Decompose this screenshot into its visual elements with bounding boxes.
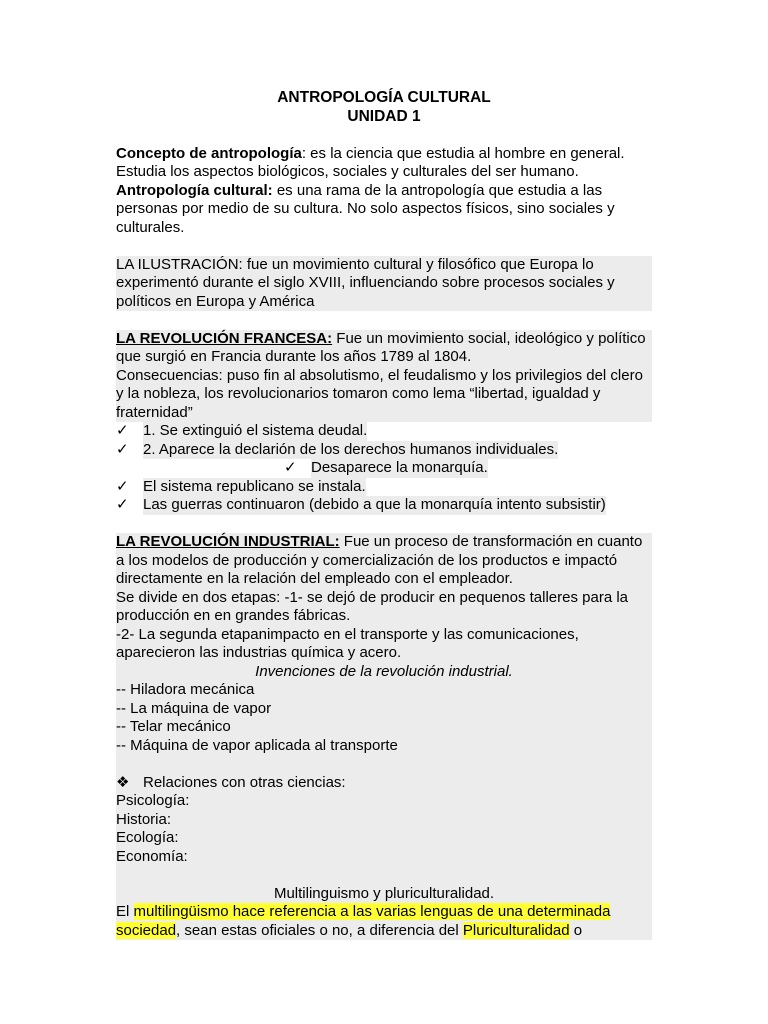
check-item-text: Desaparece la monarquía. [311,459,488,476]
multi-title: Multilinguismo y pluriculturalidad. [116,885,652,904]
invention-item: -- Hiladora mecánica [116,681,652,700]
francesa-heading: LA REVOLUCIÓN FRANCESA: [116,329,333,347]
relaciones-heading-row [116,774,652,793]
multi-highlight-2: Pluriculturalidad [462,921,570,939]
relaciones-item: Historia: [116,811,652,830]
francesa-paragraph [116,330,652,367]
relaciones-heading: Relaciones con otras ciencias: [143,773,346,791]
cultural-text: es una rama de la antropología que estudia a las personas por medio de su cultura. No solo aspectos físicos, sino sociales y culturales. [116,181,615,236]
multi-text: El [116,903,134,920]
inventions-title: Invenciones de la revolución industrial. [116,663,652,682]
checkmark-icon: ✓ [116,496,129,513]
industrial-paragraph [116,533,652,589]
document-title: ANTROPOLOGÍA CULTURAL [277,89,491,106]
invention-item: -- La máquina de vapor [116,700,652,719]
francesa-text: Fue un movimiento social, ideológico y político que surgió en Francia durante los años 1789 al 1804. [116,329,646,365]
concepto-text: : es la ciencia que estudia al hombre en general. Estudia los aspectos biológicos, sociales y culturales del ser humano. [116,144,625,180]
industrial-heading: LA REVOLUCIÓN INDUSTRIAL: [116,533,340,550]
invention-item: -- Máquina de vapor aplicada al transporte [116,737,652,756]
concepto-paragraph [116,145,652,182]
checkmark-icon: ✓ [284,459,297,476]
relaciones-item: Ecología: [116,829,652,848]
relaciones-item: Economía: [116,848,652,867]
checkmark-icon: ✓ [116,477,129,495]
check-item-text: El sistema republicano se instala. [143,477,366,495]
invention-item: -- Telar mecánico [116,718,652,737]
check-item [116,459,652,478]
document-body [116,89,652,940]
relaciones-item: Psicología: [116,792,652,811]
etapas-paragraph-2: -2- La segunda etapanimpacto en el transporte y las comunicaciones, aparecieron las industrias química y acero. [116,626,652,663]
checkmark-icon: ✓ [116,422,129,439]
multi-text: o [569,921,583,939]
check-item [116,441,652,460]
cultural-paragraph [116,182,652,238]
etapas-paragraph-1: Se divide en dos etapas: -1- se dejó de producir en pequenos talleres para la producción en en grandes fábricas. [116,589,652,626]
check-item-text: 1. Se extinguió el sistema deudal. [143,422,368,439]
check-item-text: 2. Aparece la declarión de los derechos humanos individuales. [143,440,559,458]
cultural-term: Antropología cultural: [116,181,273,199]
multi-paragraph [116,903,652,940]
check-item [116,422,652,441]
industrial-text: Fue un proceso de transformación en cuanto a los modelos de producción y comercialización de los productos e impactó directamente en la relación del empleado con el empleador. [116,533,643,587]
ilustracion-paragraph: LA ILUSTRACIÓN: fue un movimiento cultural y filosófico que Europa lo experimentó durante el siglo XVIII, influenciando sobre procesos sociales y políticos en Europa y América [116,256,652,312]
check-item [116,496,652,515]
consecuencias-paragraph: Consecuencias: puso fin al absolutismo, el feudalismo y los privilegios del clero y la nobleza, los revolucionarios tomaron como lema “libertad, igualdad y fraternidad” [116,367,652,423]
diamond-bullet-icon: ❖ [116,773,130,791]
check-item-text: Las guerras continuaron (debido a que la monarquía intento subsistir) [143,496,606,513]
checkmark-icon: ✓ [116,440,129,458]
check-item [116,478,652,497]
multi-text: , sean estas oficiales o no, a diferencia del [176,921,463,939]
multi-highlight-1: multilingüismo hace referencia a las varias lenguas de una determinada sociedad [116,903,611,939]
concepto-term: Concepto de antropología [116,144,302,162]
document-subtitle: UNIDAD 1 [347,107,421,125]
